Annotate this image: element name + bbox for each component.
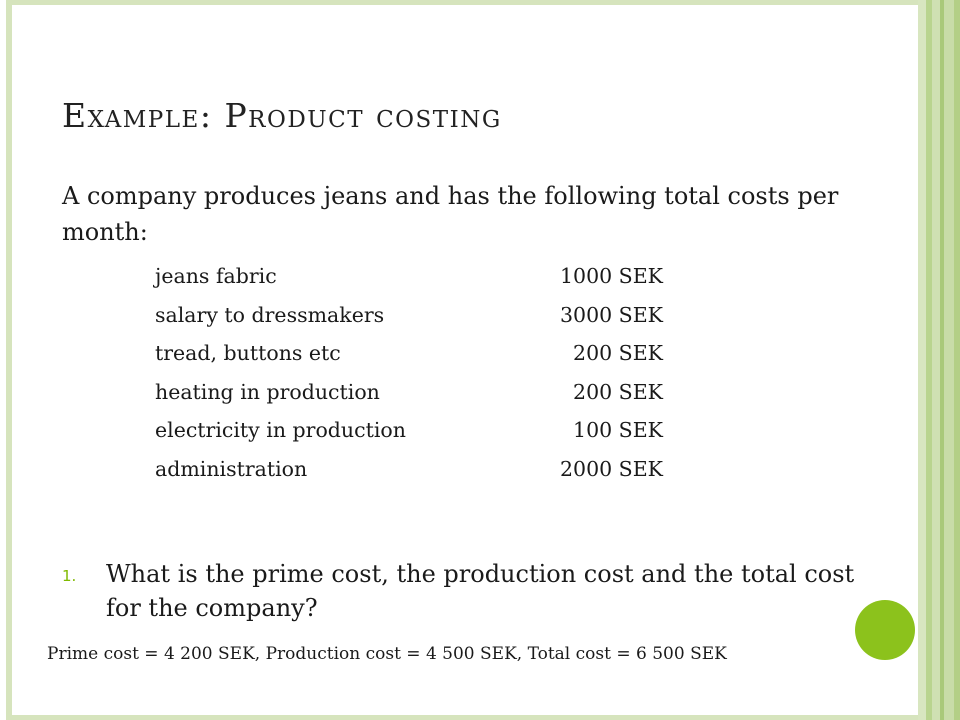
cost-amount: 200 SEK bbox=[573, 379, 663, 404]
slide-border-left bbox=[6, 0, 12, 720]
cost-amount: 1000 SEK bbox=[559, 264, 663, 288]
cost-row bbox=[155, 303, 675, 342]
decorative-stripe bbox=[944, 0, 954, 720]
intro-text: A company produces jeans and has the following total costs per month: bbox=[62, 182, 839, 246]
decorative-circle bbox=[855, 600, 915, 660]
answer-text: Prime cost = 4 200 SEK, Production cost = 4 500 SEK, Total cost = 6 500 SEK bbox=[47, 644, 727, 664]
decorative-stripe bbox=[954, 0, 960, 720]
cost-label: jeans fabric bbox=[155, 264, 277, 288]
cost-label: heating in production bbox=[155, 379, 380, 404]
cost-label: salary to dressmakers bbox=[155, 302, 385, 327]
cost-label: administration bbox=[155, 456, 308, 481]
cost-label: electricity in production bbox=[155, 418, 406, 442]
decorative-stripe bbox=[918, 0, 926, 720]
slide-title: Example: Product costing bbox=[62, 96, 502, 135]
cost-amount: 2000 SEK bbox=[559, 456, 663, 481]
cost-row bbox=[155, 418, 675, 457]
cost-amount: 200 SEK bbox=[573, 341, 663, 365]
question-number: 1. bbox=[62, 567, 77, 585]
cost-row bbox=[155, 264, 675, 303]
cost-row bbox=[155, 457, 675, 496]
decorative-stripe bbox=[932, 0, 940, 720]
cost-row bbox=[155, 380, 675, 419]
slide-border-top bbox=[6, 0, 924, 5]
cost-list bbox=[155, 264, 675, 495]
cost-amount: 3000 SEK bbox=[559, 302, 663, 327]
question-text: What is the prime cost, the production cost and the total cost for the company? bbox=[106, 560, 855, 622]
cost-amount: 100 SEK bbox=[573, 418, 663, 442]
cost-label: tread, buttons etc bbox=[155, 341, 341, 365]
cost-row bbox=[155, 341, 675, 380]
slide-border-bottom bbox=[6, 715, 924, 720]
